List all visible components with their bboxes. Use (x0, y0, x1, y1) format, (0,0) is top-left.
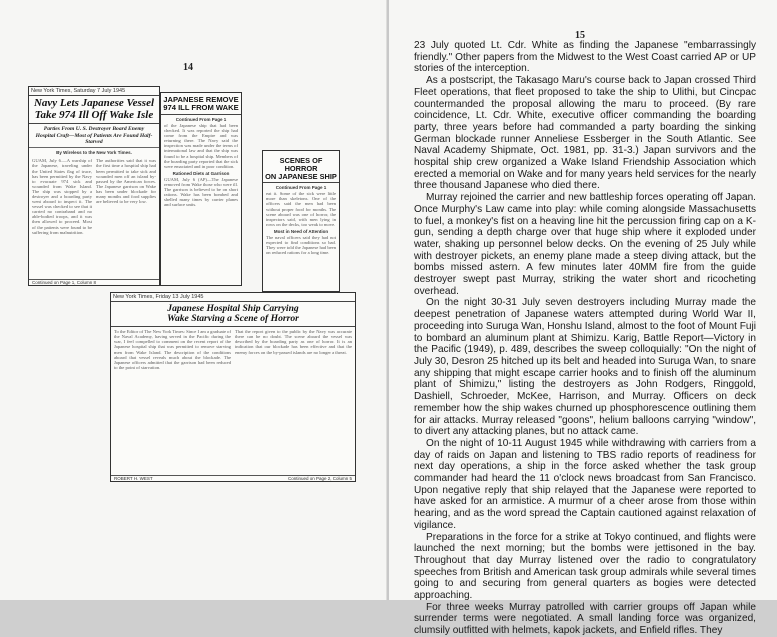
clip3-headline-1: SCENES OF HORROR (279, 156, 323, 173)
clip3-subheading: Most in Need of Attention (273, 228, 329, 234)
paragraph: For three weeks Murray patrolled with carrier groups off Japan while surrender terms were negotiated. A small landing force was organized, clumsily outfitted with helmets, kapok jackets, and Enfield rifles. They (414, 601, 756, 637)
clip3-headline-2: ON JAPANESE SHIP (263, 173, 339, 184)
clip2-body-2: GUAM, July 6 (AP)—The Japanese removed from Wake those who were ill. The garrison is believed to be on short rations. Wake has been bombed and shelled many times by carrier planes and surface units. (164, 176, 238, 208)
paragraph: On the night of 10-11 August 1945 while withdrawing with carriers from a day of raids on Japan and listening to TBS radio reports of readiness for next day operations, a ship in the force asked whether the task group commander had heard the 11 o'clock news broadcast from San Francisco. Upon negative reply that ship relayed that the Japanese were reported to have asked for an armistice. A murmur of a cheer arose from those within hearing, and as the word spread the Captain cautioned against relaxation of vigilance. (414, 437, 756, 531)
clip2-body: of the Japanese ship that had been checked. It was reported the ship had come from the Empire and was returning there. The Navy said the inspection was made under the terms of international law and that the ship was found to be a hospital ship. Members of the boarding party reported that the sick were emaciated and in poor condition. (164, 122, 238, 169)
clip3-body-2: The naval officers said they had not expected to find conditions so bad. They were told the Japanese had been on reduced rations for a long time. (266, 234, 336, 256)
paragraph: Preparations in the force for a strike at Tokyo continued, and flights were launched the next morning; but the bombs were jettisoned in the bay. Throughout that day Murray listened over the radio to congratulatory speeches from British and American task group admirals while several times going to and securing from general quarters as bogies were detected approaching. (414, 531, 756, 602)
clip1-byline: By Wireless to the New York Times. (56, 150, 132, 156)
clip1-continued (29, 279, 159, 285)
clip3-continued-from: Continued From Page 1 (275, 185, 327, 191)
clip1-headline-2: Take 974 Ill Off Wake Isle (29, 110, 159, 125)
clip3-body: eat it. Some of the sick were little more than skeletons. One of the officers said the men had been without proper food for months. The scene aboard was one of horror, the inspectors said, with men lying in rows on the decks, too weak to move. (266, 191, 336, 227)
clip2-headline-1: JAPANESE REMOVE (163, 95, 239, 104)
clip4-body-2: That the report given to the public by the Navy was accurate there can be no doubt. The scene aboard the vessel was described by the boarding party as one of horror. It is an indication that our blockade has been effective and that the enemy forces on the by-passed islands are no longer a threat. (235, 329, 352, 355)
paragraph: As a postscript, the Takasago Maru's course back to Japan crossed Third Fleet operations, that fleet proposed to take the ship to Ulithi, but Cincpac countermanded the proposal allowing the maru to proceed. (By rare coincidence, Lt. Cdr. White, executive officer commanding the boarding party, three years before had commanded a party boarding the sinking German blockade runner Anneliese Essberger in the South Atlantic. See Naval Academy Shipmate, Oct. 1981, pp. 31-3.) Japan survivors and the hospital ship crew organized a Wake Island Friendship Association which erected a memorial on Wake and for many years held services for the nearly three thousand Japanese who died there. (414, 75, 756, 192)
clip2-subheading: Rationed Diets at Garrison (172, 170, 230, 176)
clip1-headline-1: Navy Lets Japanese Vessel (33, 97, 155, 109)
clip4-signature: ROBERT H. WEST (114, 476, 153, 481)
clipping-scenes-of-horror (262, 150, 340, 292)
clip1-body: GUAM, July 6.—A warship of the Japanese, traveling under the United States flag of truce, has been permitted by the Navy to evacuate 974 sick and wounded from Wake Island. The ship was stopped by a destroyer and a boarding party went aboard to inspect it. The vessel was checked to see that it carried no contraband and no able-bodied troops, and it was then allowed to proceed. Most of the patients were found to be suffering from malnutrition. (32, 158, 92, 235)
clip4-footer (111, 475, 355, 481)
paragraph: 23 July quoted Lt. Cdr. White as finding the Japanese "embarrassingly friendly." Other papers from the Midwest to the West Coast carried AP or UP stories of the interception. (414, 40, 756, 75)
clip4-dateline: New York Times, Friday 13 July 1945 (111, 293, 355, 302)
clip2-continued-from: Continued From Page 1 (175, 116, 227, 122)
clip1-continued-text: Continued on Page 1, Column 8 (32, 280, 97, 285)
clipping-hospital-ship-scene (110, 292, 356, 482)
paragraph: On the night 30-31 July seven destroyers including Murray made the deepest penetration of Japanese waters attempted during World War II, proceeding into Suruga Wan, Honshu Island, almost to the foot of Mount Fuji to bombard an aluminum plant at Shimizu. Karig, Battle Report—Victory in the Pacific (1949), p. 489, describes the sweep colloquially: "On the night of July 30, Desron 25 hitched up its belt and headed into Suruga Wan, to snare any shipping that might escape carrier hooks and to finish off the aluminum plant of Shimizu," listing the destroyers as John Rodgers, Ringgold, Dashiell, Schroeder, McKee, Harrison, and Murray. Officers on deck remember how the ship wakes churned up phosphorescence outlining them for air attacks. Murray released "goons", helium balloons carrying "window", to divert any attacking planes, but no attack came. (414, 297, 756, 438)
left-page-number: 14 (183, 62, 193, 73)
paragraph: Murray rejoined the carrier and new battleship forces operating off Japan. Once Murphy's Law came into play: while coming alongside Massachusetts to fuel, a monkey's fist on a heaving line hit the percussion firing cap on a K-gun, sending a depth charge over that huge ship where it exploded under water, shaking up personnel below decks. On the evening of 25 July while with destroyer pickets, an enemy plane made a steep diving attack, but the bombs missed astern. A few minutes later 40MM fire from the guide destroyer swept past Murray, striking the water short and ricocheting overhead. (414, 192, 756, 297)
clipping-japanese-remove (160, 92, 242, 286)
clip1-dateline: New York Times, Saturday 7 July 1945 (29, 87, 159, 96)
clip1-body-2: The authorities said that it was the first time a hospital ship had been permitted to take sick and wounded men off an island by-passed by the American forces. The Japanese garrison on Wake has been under blockade for many months and food supplies are believed to be very low. (96, 158, 156, 205)
clipping-navy-lets-vessel (28, 86, 160, 286)
left-page (0, 0, 388, 600)
clip4-headline-2: Wake Starving a Scene of Horror (111, 314, 355, 327)
clip2-headline-2: 974 ILL FROM WAKE (161, 104, 241, 115)
clip4-headline-1: Japanese Hospital Ship Carrying (167, 303, 299, 314)
clip4-columns (111, 327, 355, 372)
right-page-number: 15 (575, 30, 585, 41)
right-page-text (414, 40, 756, 637)
clip4-body: To the Editor of The New York Times: Since I am a graduate of the Naval Academy, having served in the Pacific during the war, I feel compelled to comment on the recent report of the Japanese hospital ship that was permitted to remove starving men from Wake Island. The description of the conditions aboard that vessel reveals much about the blockade. The Japanese officers admitted that the garrison had been reduced to the point of starvation. (114, 329, 231, 370)
clip4-continued: Continued on Page 2, Column 5 (287, 476, 352, 481)
right-page (389, 0, 777, 637)
clip1-subhead: Parties From U. S. Destroyer Board Enemy Hospital Craft—Most of Patients Are Found Half-Starved (29, 124, 159, 148)
clip1-columns (29, 156, 159, 236)
